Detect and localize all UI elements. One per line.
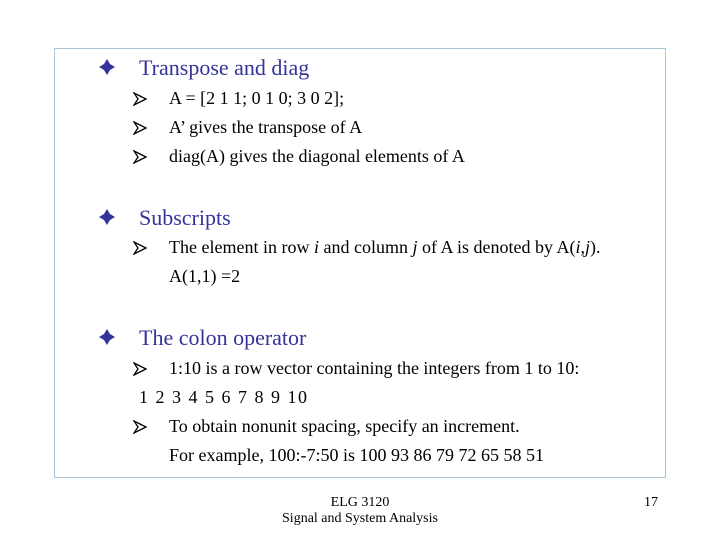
arrow-bullet-icon [133,241,147,255]
section-heading-subscripts: Subscripts [139,205,231,230]
diamond-bullet-icon [98,328,116,346]
arrow-bullet-icon [133,121,147,135]
arrow-bullet-icon [133,92,147,106]
section-heading-transpose: Transpose and diag [139,55,310,80]
bullet-transpose: A’ gives the transpose of A [169,117,363,137]
arrow-bullet-icon [133,150,147,164]
footer-course [260,495,460,527]
footer-course-title: Signal and System Analysis [282,511,438,526]
colon-range-output: 1 2 3 4 5 6 7 8 9 10 [139,387,309,407]
footer-course-code: ELG 3120 [330,495,390,510]
arrow-bullet-icon [133,362,147,376]
diamond-bullet-icon [98,58,116,76]
bullet-matrix-definition: A = [2 1 1; 0 1 0; 3 0 2]; [169,88,345,108]
arrow-bullet-icon [133,420,147,434]
bullet-colon-range: 1:10 is a row vector containing the integers from 1 to 10: [169,358,580,378]
page-number: 17 [644,495,658,510]
bullet-example-step: For example, 100:-7:50 is 100 93 86 79 72 65 58 51 [169,445,544,465]
slide-frame [54,48,666,478]
bullet-nonunit-spacing: To obtain nonunit spacing, specify an increment. [169,416,520,436]
bullet-example-a11: A(1,1) =2 [169,266,241,286]
diamond-bullet-icon [98,208,116,226]
bullet-element-notation: The element in row i and column j of A is denoted by A(i,j). [169,237,601,257]
section-heading-colon: The colon operator [139,325,307,350]
bullet-diag: diag(A) gives the diagonal elements of A [169,146,465,166]
